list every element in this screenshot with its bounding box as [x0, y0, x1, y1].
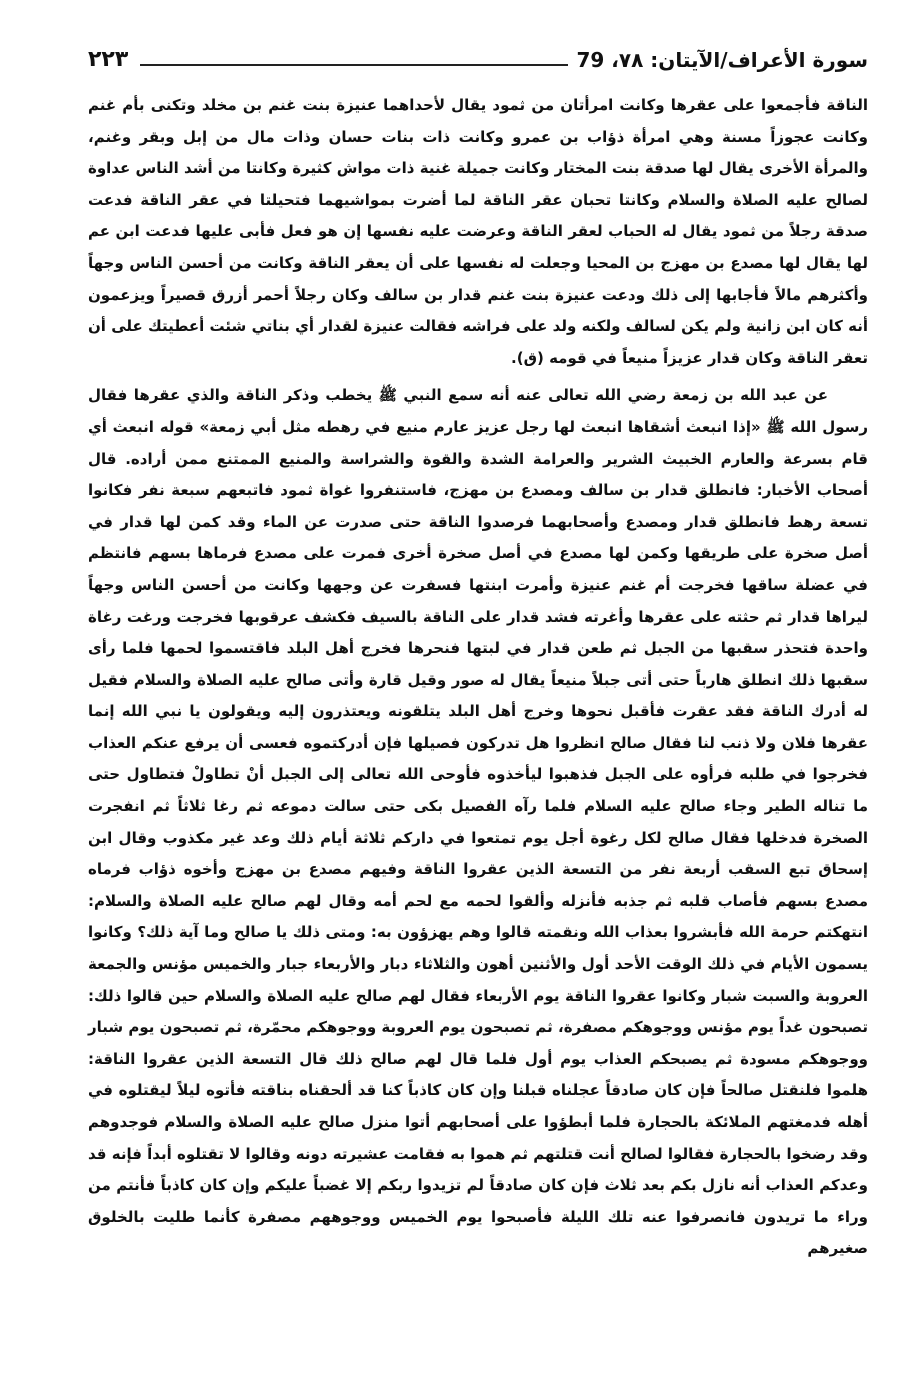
header-rule	[140, 64, 568, 66]
page-header	[88, 38, 868, 72]
page-number: ٢٢٣	[88, 47, 129, 72]
paragraph-1: الناقة فأجمعوا على عقرها وكانت امرأتان من ثمود يقال لأحداهما عنيزة بنت غنم بن مخلد وتكنى بأم غنم وكانت عجوزاً مسنة وهي امرأة ذؤاب بن عمرو وكانت ذات بنات حسان وذات مال من إبل وبقر وغنم، والمرأة الأخرى يقال لها صدقة بنت المختار وكانت جميلة غنية ذات مواش كثيرة وكانتا من أشد الناس عداوة لصالح عليه الصلاة والسلام وكانتا تحبان عقر الناقة لما أضرت بمواشيهما فتحيلتا في عقر الناقة فدعت صدقة رجلاً من ثمود يقال له الحباب لعقر الناقة وعرضت عليه نفسها إن هو فعل فأبى عليها فدعت ابن عم لها يقال لها مصدع بن مهزج بن المحيا وجعلت له نفسها على أن يعقر الناقة وكانت من أحسن الناس وجهاً وأكثرهم مالاً فأجابها إلى ذلك ودعت عنيزة بنت غنم قدار بن سالف وكان رجلاً أحمر أزرق قصيراً ويزعمون أنه كان ابن زانية ولم يكن لسالف ولكنه ولد على فراشه فقالت عنيزة لقدار أي بناتي شئت أعطيتك على أن تعقر الناقة وكان قدار عزيزاً منيعاً في قومه (ق).	[88, 96, 868, 367]
body-text	[88, 90, 868, 1265]
surah-title: سورة الأعراف/الآيتان: ٧٨، 79	[576, 48, 868, 72]
paragraph-2: عن عبد الله بن زمعة رضي الله تعالى عنه أنه سمع النبي ﷺ يخطب وذكر الناقة والذي عقرها فقال رسول الله ﷺ «إذا انبعث أشقاها انبعث لها رجل عزيز عارم منيع في رهطه مثل أبي زمعة» قوله انبعث أي قام بسرعة والعارم الخبيث الشرير والعرامة الشدة والقوة والشراسة والمنيع الممتنع ممن أراده. قال أصحاب الأخبار: فانطلق قدار بن سالف ومصدع بن مهزج، فاستنفروا غواة ثمود فاتبعهم سبعة نفر فكانوا تسعة رهط فانطلق قدار ومصدع وأصحابهما فرصدوا الناقة حتى صدرت عن الماء وقد كمن لها قدار في أصل صخرة على طريقها وكمن لها مصدع في أصل صخرة أخرى فمرت على مصدع فرماها بسهم فانتظم في عضلة ساقها فخرجت أم غنم عنيزة وأمرت ابنتها فسفرت عن وجهها وكانت من أحسن الناس وجهاً ليراها قدار ثم حثته على عقرها وأغرته فشد قدار على الناقة بالسيف فكشف عرقوبها فخرجت ورغت رغاة واحدة فتحذر سقبها من الجبل ثم طعن قدار في لبتها فنحرها فخرج أهل البلد فاقتسموا لحمها فلما رأى سقبها ذلك انطلق هارباً حتى أتى جبلاً منيعاً يقال له صور وقيل قارة وأتى صالح عليه الصلاة والسلام فقيل له أدرك الناقة فقد عقرت فأقبل نحوها وخرج أهل البلد يتلقونه ويعتذرون إليه ويقولون يا نبي الله إنما عقرها فلان ولا ذنب لنا فقال صالح انظروا هل تدركون فصيلها فإن أدركتموه فعسى أن يرفع عنكم العذاب فخرجوا في طلبه فرأوه على الجبل فذهبوا ليأخذوه فأوحى الله تعالى إلى الجبل أنْ تطاولْ فتطاول حتى ما تناله الطير وجاء صالح عليه السلام فلما رآه الفصيل بكى حتى سالت دموعه ثم رغا ثلاثاً ثم انفجرت الصخرة فدخلها فقال صالح لكل رغوة أجل يوم تمتعوا في داركم ثلاثة أيام ذلك وعد غير مكذوب وقال ابن إسحاق تبع السقب أربعة نفر من التسعة الذين عقروا الناقة وفيهم مصدع بن مهزج وأخوه ذؤاب فرماه مصدع بسهم فأصاب قلبه ثم جذبه فأنزله وألقوا لحمه مع لحم أمه وقال لهم صالح عليه الصلاة والسلام: انتهكتم حرمة الله فأبشروا بعذاب الله ونقمته قالوا وهم يهزؤون به: ومتى ذلك يا صالح وما آية ذلك؟ وكانوا يسمون الأيام في ذلك الوقت الأحد أول والأثنين أهون والثلاثاء دبار والأربعاء جبار والخميس مؤنس والجمعة العروبة والسبت شبار وكانوا عقروا الناقة يوم الأربعاء فقال لهم صالح عليه الصلاة والسلام حين قالوا ذلك: تصبحون غداً يوم مؤنس ووجوهكم مصفرة، ثم تصبحون يوم العروبة ووجوهكم محمّرة، ثم تصبحون يوم شبار ووجوهكم مسودة ثم يصبحكم العذاب يوم أول فلما قال لهم صالح ذلك قال التسعة الذين عقروا الناقة: هلموا فلنقتل صالحاً فإن كان صادقاً عجلناه قبلنا وإن كان كاذباً كنا قد ألحقناه بناقته فأتوه ليلاً ليقتلوه في أهله فدمغتهم الملائكة بالحجارة فلما أبطؤوا على أصحابهم أتوا منزل صالح عليه الصلاة والسلام فوجدوهم وقد رضخوا بالحجارة فقالوا لصالح أنت قتلتهم ثم هموا به فقامت عشيرته دونه وقالوا لا تقتلوه أبداً فإنه قد وعدكم العذاب أنه نازل بكم بعد ثلاث فإن كان صادقاً لم تزيدوا ربكم إلا غضباً عليكم وإن كان كاذباً فأنتم من وراء ما تريدون فانصرفوا عنه تلك الليلة فأصبحوا يوم الخميس ووجوههم مصفرة كأنما طليت بالخلوق صغيرهم	[88, 386, 868, 1258]
